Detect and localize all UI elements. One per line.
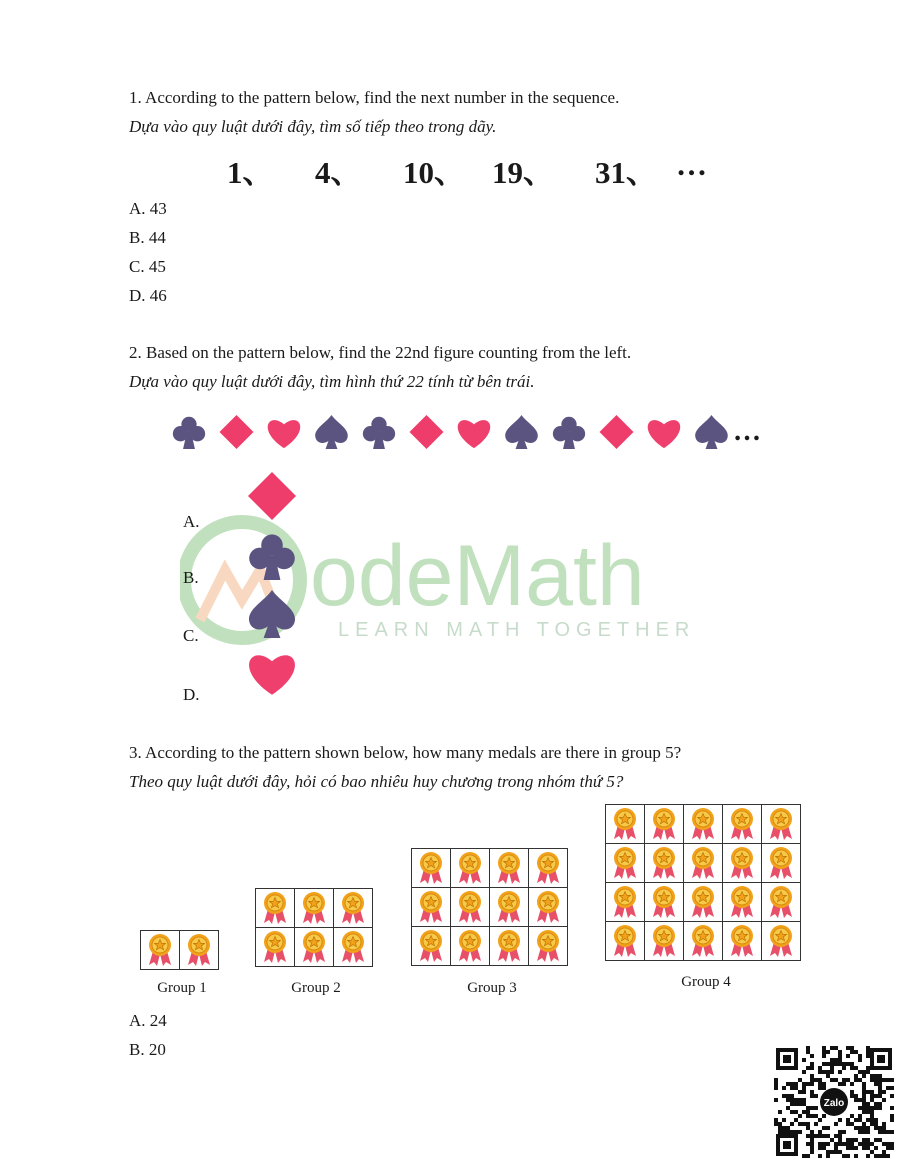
seq-item-5: 31、 (595, 155, 657, 190)
medal-icon (256, 889, 295, 928)
medal-icon (490, 888, 529, 927)
medal-icon (256, 928, 295, 967)
medal-icon (645, 844, 684, 883)
seq-item-3: 10、 (403, 155, 465, 190)
medal-icon (490, 849, 529, 888)
medal-icon (684, 805, 723, 844)
shape-sequence (165, 408, 775, 456)
medal-icon (295, 928, 334, 967)
medal-icon (334, 889, 373, 928)
medal-icon (451, 849, 490, 888)
sequence-shape-8-spade-icon (505, 415, 538, 449)
sequence-shape-7-heart-icon (458, 420, 490, 448)
q2-option-c-label[interactable]: C. (183, 626, 199, 645)
medal-icon (412, 849, 451, 888)
sequence-shape-12-spade-icon (695, 415, 728, 449)
q1-vietnamese: Dựa vào quy luật dưới đây, tìm số tiếp theo trong dãy. (129, 117, 497, 136)
sequence-shape-10-diamond-icon (600, 415, 634, 449)
medal-icon (529, 849, 568, 888)
q3-english: 3. According to the pattern shown below, how many medals are there in group 5? (129, 743, 682, 762)
q1-option-a[interactable]: A. 43 (129, 199, 167, 218)
sequence-shape-5-club-icon (363, 417, 395, 449)
q2-option-d-heart-icon[interactable] (249, 655, 295, 695)
sequence-shape-2-diamond-icon (220, 415, 254, 449)
seq-item-2: 4、 (315, 155, 362, 190)
medal-icon (723, 805, 762, 844)
medal-icon (684, 883, 723, 922)
q1-english: 1. According to the pattern below, find the next number in the sequence. (129, 88, 620, 107)
medal-icon (684, 844, 723, 883)
medal-icon (606, 883, 645, 922)
group-1-label: Group 1 (157, 980, 207, 996)
group-1-grid (140, 930, 219, 970)
watermark-brand: odeMath (310, 528, 645, 624)
shape-ellipsis: … (733, 416, 761, 447)
medal-icon (180, 931, 219, 970)
medal-icon (451, 927, 490, 966)
q2-option-a-diamond-icon[interactable] (248, 472, 296, 520)
medal-icon (762, 883, 801, 922)
medal-icon (606, 844, 645, 883)
medal-icon (490, 927, 529, 966)
seq-item-4: 19、 (492, 155, 554, 190)
medal-icon (529, 888, 568, 927)
medal-icon (295, 889, 334, 928)
medal-icon (645, 805, 684, 844)
medal-icon (334, 928, 373, 967)
medal-icon (723, 883, 762, 922)
medal-icon (762, 922, 801, 961)
q2-english: 2. Based on the pattern below, find the 22nd figure counting from the left. (129, 343, 632, 362)
q2-option-b-label[interactable]: B. (183, 568, 199, 587)
q3-option-a[interactable]: A. 24 (129, 1011, 167, 1030)
group-2-label: Group 2 (291, 980, 341, 996)
medal-icon (412, 888, 451, 927)
group-4-grid (605, 804, 801, 961)
group-2-grid (255, 888, 373, 967)
q2-vietnamese: Dựa vào quy luật dưới đây, tìm hình thứ 22 tính từ bên trái. (129, 372, 535, 391)
sequence-shape-11-heart-icon (648, 420, 680, 448)
medal-icon (529, 927, 568, 966)
medal-icon (762, 805, 801, 844)
medal-icon (451, 888, 490, 927)
medal-icon (645, 922, 684, 961)
medal-icon (762, 844, 801, 883)
q3-vietnamese: Theo quy luật dưới đây, hỏi có bao nhiêu huy chương trong nhóm thứ 5? (129, 772, 624, 791)
medal-icon (141, 931, 180, 970)
medal-icon (606, 805, 645, 844)
sequence-shape-1-club-icon (173, 417, 205, 449)
medal-icon (723, 844, 762, 883)
group-3-label: Group 3 (467, 980, 517, 996)
medal-icon (606, 922, 645, 961)
medal-icon (645, 883, 684, 922)
sequence-shape-9-club-icon (553, 417, 585, 449)
sequence-shape-3-heart-icon (268, 420, 300, 448)
medal-icon (684, 922, 723, 961)
medal-icon (723, 922, 762, 961)
q1-option-d[interactable]: D. 46 (129, 286, 167, 305)
q1-option-c[interactable]: C. 45 (129, 257, 166, 276)
q2-option-c-spade-icon[interactable] (249, 590, 295, 638)
zalo-qr-code[interactable] (774, 1046, 894, 1158)
medal-icon (412, 927, 451, 966)
q2-option-shapes (240, 468, 304, 700)
group-3-grid (411, 848, 568, 966)
q2-option-d-label[interactable]: D. (183, 685, 200, 704)
group-4-label: Group 4 (681, 974, 731, 990)
seq-ellipsis: … (676, 147, 707, 182)
sequence-shape-4-spade-icon (315, 415, 348, 449)
watermark-tagline: LEARN MATH TOGETHER (338, 619, 696, 641)
q1-option-b[interactable]: B. 44 (129, 228, 166, 247)
q3-option-b[interactable]: B. 20 (129, 1040, 166, 1059)
q2-option-b-club-icon[interactable] (249, 534, 295, 580)
sequence-shape-6-diamond-icon (410, 415, 444, 449)
zalo-badge-text: Zalo (823, 1098, 845, 1109)
seq-item-1: 1、 (227, 155, 274, 190)
q2-option-a-label[interactable]: A. (183, 512, 200, 531)
